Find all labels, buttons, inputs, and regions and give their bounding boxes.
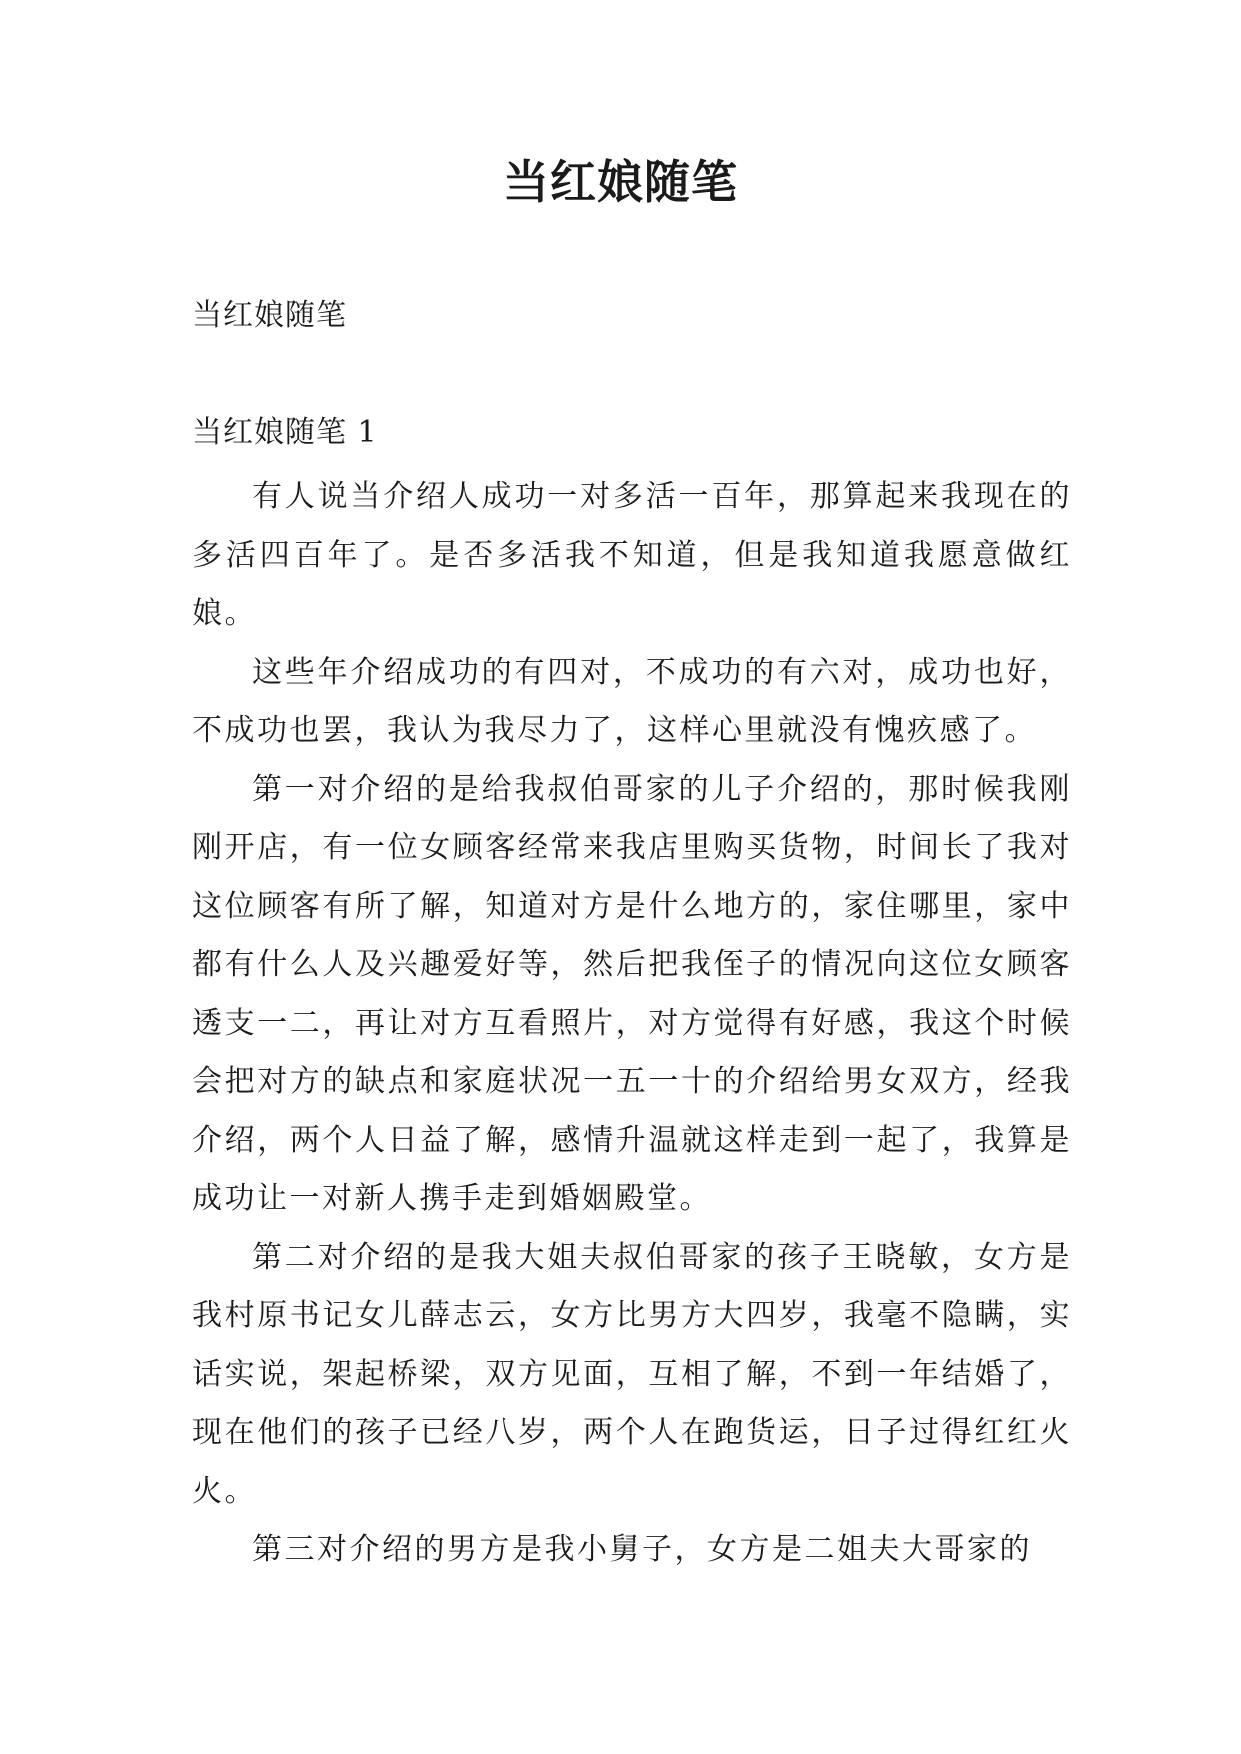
paragraph-1: 有人说当介绍人成功一对多活一百年，那算起来我现在的多活四百年了。是否多活我不知道，但是我知道我愿意做红娘。 (192, 479, 1072, 631)
paragraph-4: 第二对介绍的是我大姐夫叔伯哥家的孩子王晓敏，女方是我村原书记女儿薛志云，女方比男方大四岁，我毫不隐瞒，实话实说，架起桥梁，双方见面，互相了解，不到一年结婚了，现在他们的孩子已经八岁，两个人在跑货运，日子过得红红火火。 (192, 1239, 1072, 1509)
paragraph-3: 第一对介绍的是给我叔伯哥家的儿子介绍的，那时候我刚刚开店，有一位女顾客经常来我店里购买货物，时间长了我对这位顾客有所了解，知道对方是什么地方的，家住哪里，家中都有什么人及兴趣爱好等，然后把我侄子的情况向这位女顾客透支一二，再让对方互看照片，对方觉得有好感，我这个时候会把对方的缺点和家庭状况一五一十的介绍给男女双方，经我介绍，两个人日益了解，感情升温就这样走到一起了，我算是成功让一对新人携手走到婚姻殿堂。 (192, 771, 1072, 1216)
body-text (192, 468, 1072, 1580)
paragraph-2: 这些年介绍成功的有四对，不成功的有六对，成功也好，不成功也罢，我认为我尽力了，这样心里就没有愧疚感了。 (192, 654, 1072, 748)
section-heading: 当红娘随笔 1 (192, 415, 378, 450)
page-title: 当红娘随笔 (503, 155, 738, 209)
document-subtitle: 当红娘随笔 (192, 298, 347, 333)
paragraph-5: 第三对介绍的男方是我小舅子，女方是二姐夫大哥家的 (252, 1532, 1032, 1567)
